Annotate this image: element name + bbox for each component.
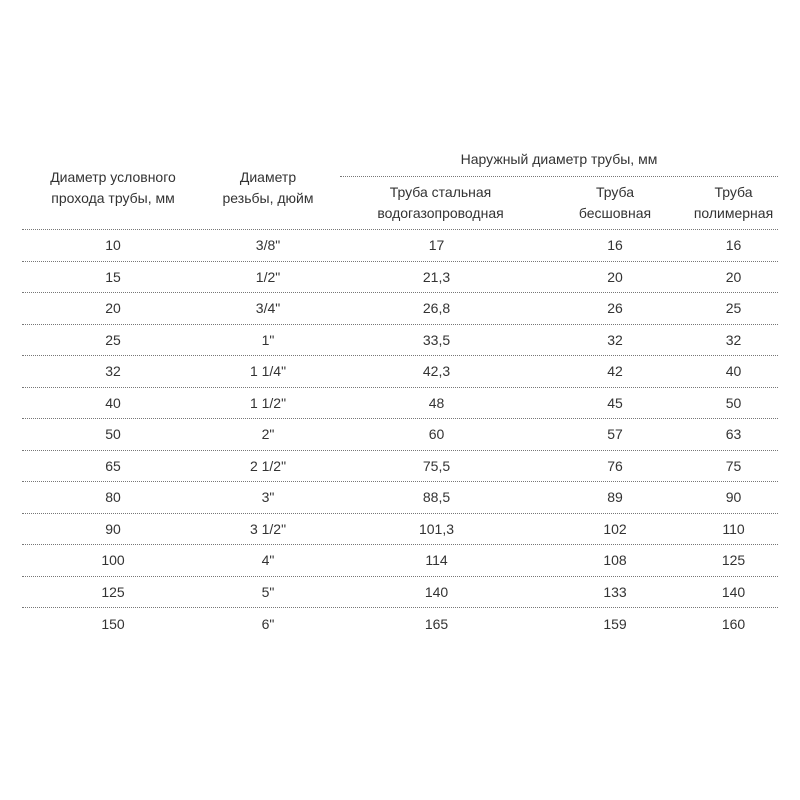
cell-polymer: 63 [725,426,742,443]
cell-steel: 75,5 [422,457,451,474]
cell-steel: 26,8 [422,300,451,317]
cell-steel: 21,3 [422,268,451,285]
cell-seamless: 20 [607,268,623,285]
cell-nominal-bore: 20 [105,300,121,317]
table-row [22,230,778,262]
cell-steel: 101,3 [418,520,455,537]
table-row [22,608,778,640]
cell-nominal-bore: 150 [101,615,125,632]
cell-polymer: 90 [725,489,742,506]
cell-thread: 2 1/2" [249,457,287,474]
table-row [22,545,778,577]
cell-thread: 1" [261,331,275,348]
table-row [22,293,778,325]
cell-steel: 42,3 [422,363,451,380]
cell-thread: 5" [261,583,275,600]
cell-nominal-bore: 40 [105,394,121,411]
cell-seamless: 42 [607,363,623,380]
header-divider [22,229,778,230]
cell-nominal-bore: 15 [105,268,121,285]
cell-nominal-bore: 65 [105,457,121,474]
table-row [22,451,778,483]
header-seamless-pipe-line1: Труба [595,184,635,200]
cell-seamless: 32 [607,331,623,348]
cell-polymer: 140 [721,583,746,600]
cell-thread: 4" [261,552,275,569]
cell-polymer: 160 [721,615,746,632]
header-steel-pipe-line1: Труба стальная [389,184,492,200]
cell-steel: 17 [428,237,445,254]
header-seamless-pipe [541,182,689,224]
header-thread-diameter-line2: резьбы, дюйм [222,190,314,206]
cell-polymer: 16 [725,237,742,254]
cell-thread: 1 1/4" [249,363,287,380]
group-divider [340,176,778,177]
cell-nominal-bore: 10 [105,237,121,254]
cell-steel: 88,5 [422,489,451,506]
table-row [22,356,778,388]
cell-seamless: 89 [607,489,623,506]
header-seamless-pipe-line2: бесшовная [578,205,652,221]
cell-seamless: 76 [607,457,623,474]
table-row [22,577,778,609]
cell-nominal-bore: 32 [105,363,121,380]
cell-polymer: 110 [722,520,745,537]
cell-nominal-bore: 80 [105,489,121,506]
cell-seamless: 16 [607,237,623,254]
header-nominal-bore [22,167,204,209]
header-steel-pipe-line2: водогазопроводная [377,205,504,221]
header-nominal-bore-line2: прохода трубы, мм [51,190,175,206]
cell-thread: 3" [261,489,275,506]
cell-polymer: 40 [725,363,742,380]
cell-thread: 6" [261,615,275,632]
cell-seamless: 133 [603,583,627,600]
cell-polymer: 32 [725,331,742,348]
header-thread-diameter [204,167,332,209]
pipe-diameter-table [22,143,778,640]
cell-thread: 3/8" [255,237,281,254]
cell-seamless: 57 [607,426,623,443]
cell-nominal-bore: 100 [101,552,125,569]
cell-thread: 2" [261,426,275,443]
cell-nominal-bore: 90 [105,520,121,537]
table-row [22,419,778,451]
cell-polymer: 50 [725,394,742,411]
cell-steel: 48 [428,394,445,411]
table-row [22,388,778,420]
cell-thread: 1/2" [255,268,281,285]
header-polymer-pipe-line2: полимерная [693,205,774,221]
cell-seamless: 45 [607,394,623,411]
cell-steel: 114 [425,552,448,569]
table-row [22,262,778,294]
cell-seamless: 102 [603,520,627,537]
cell-nominal-bore: 25 [105,331,121,348]
header-outer-diameter-group: Наружный диаметр трубы, мм [460,151,658,167]
cell-thread: 3 1/2" [249,520,287,537]
table-row [22,482,778,514]
cell-steel: 33,5 [422,331,451,348]
table-body [22,230,778,640]
cell-steel: 140 [424,583,449,600]
table-header [22,143,778,230]
header-nominal-bore-line1: Диаметр условного [50,169,176,185]
cell-polymer: 20 [725,268,742,285]
cell-polymer: 125 [721,552,746,569]
header-polymer-pipe [689,182,778,224]
cell-steel: 60 [428,426,445,443]
cell-polymer: 25 [725,300,742,317]
table-row [22,325,778,357]
header-polymer-pipe-line1: Труба [714,184,753,200]
cell-polymer: 75 [725,457,742,474]
cell-steel: 165 [424,615,449,632]
cell-seamless: 108 [603,552,627,569]
cell-thread: 1 1/2" [249,394,287,411]
table-row [22,514,778,546]
cell-seamless: 159 [603,615,627,632]
cell-seamless: 26 [607,300,623,317]
header-steel-pipe [340,182,541,224]
header-thread-diameter-line1: Диаметр [239,169,297,185]
cell-nominal-bore: 125 [101,583,125,600]
cell-nominal-bore: 50 [105,426,121,443]
cell-thread: 3/4" [255,300,281,317]
